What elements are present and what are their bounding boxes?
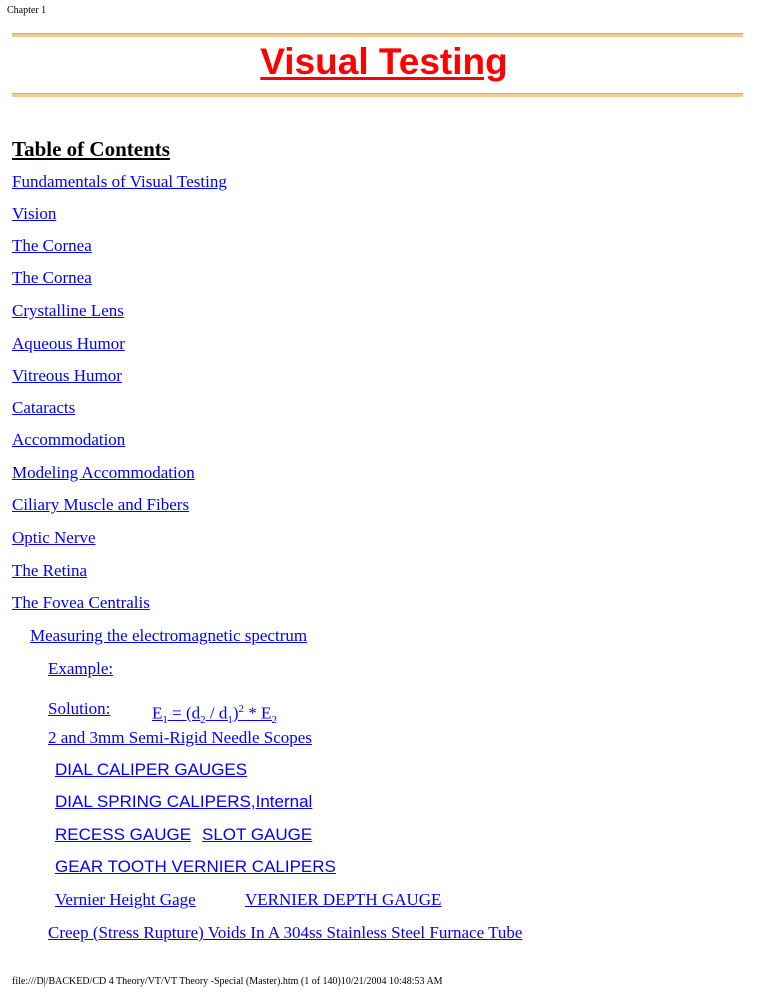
toc-link-vernier-height-gage[interactable]: Vernier Height Gage [55, 890, 196, 909]
toc-link-retina[interactable]: The Retina [12, 561, 88, 580]
toc-link-needle-scopes[interactable]: 2 and 3mm Semi-Rigid Needle Scopes [48, 728, 312, 747]
toc-link-modeling-accommodation[interactable]: Modeling Accommodation [12, 463, 195, 482]
toc-link-dial-caliper-gauges[interactable]: DIAL CALIPER GAUGES [55, 760, 248, 779]
toc-link-fundamentals[interactable]: Fundamentals of Visual Testing [12, 172, 227, 191]
toc-link-recess-gauge[interactable]: RECESS GAUGE [55, 825, 192, 844]
toc-link-cataracts[interactable]: Cataracts [12, 398, 76, 417]
chapter-header: Chapter 1 [7, 5, 47, 16]
toc-link-formula[interactable]: $E_1 = (d_2 / d_1)^2 * E_2$ [152, 703, 277, 727]
toc-link-aqueous-humor[interactable]: Aqueous Humor [12, 334, 125, 353]
toc-link-slot-gauge[interactable]: SLOT GAUGE [202, 825, 313, 844]
toc-link-measuring-spectrum[interactable]: Measuring the electromagnetic spectrum [30, 626, 308, 645]
toc-link-cornea[interactable]: The Cornea [12, 236, 92, 255]
toc-link-vitreous-humor[interactable]: Vitreous Humor [12, 366, 122, 385]
toc-link-cornea-2[interactable]: The Cornea [12, 268, 92, 287]
toc-link-gear-tooth-vernier[interactable]: GEAR TOOTH VERNIER CALIPERS [55, 857, 336, 876]
toc-link-fovea-centralis[interactable]: The Fovea Centralis [12, 593, 150, 612]
page-title: Visual Testing [260, 41, 508, 82]
toc-link-ciliary-muscle[interactable]: Ciliary Muscle and Fibers [12, 495, 190, 514]
toc-link-creep-voids[interactable]: Creep (Stress Rupture) Voids In A 304ss Stainless Steel Furnace Tube [48, 923, 523, 942]
toc-link-solution[interactable]: Solution: [48, 699, 111, 718]
toc-link-accommodation[interactable]: Accommodation [12, 430, 126, 449]
toc-link-vernier-depth-gauge[interactable]: VERNIER DEPTH GAUGE [245, 890, 442, 909]
top-divider [12, 33, 743, 37]
toc-link-optic-nerve[interactable]: Optic Nerve [12, 528, 96, 547]
toc-link-example[interactable]: Example: [48, 659, 114, 678]
toc-link-crystalline-lens[interactable]: Crystalline Lens [12, 301, 124, 320]
toc-link-dial-spring-calipers[interactable]: DIAL SPRING CALIPERS,Internal [55, 792, 313, 811]
file-path-footer: file:///D|/BACKED/CD 4 Theory/VT/VT Theory -Special (Master).htm (1 of 140)10/21/2004 10:48:53 AM [12, 976, 443, 987]
title-divider [12, 93, 743, 97]
toc-link-vision[interactable]: Vision [12, 204, 57, 223]
toc-heading: Table of Contents [12, 137, 170, 161]
